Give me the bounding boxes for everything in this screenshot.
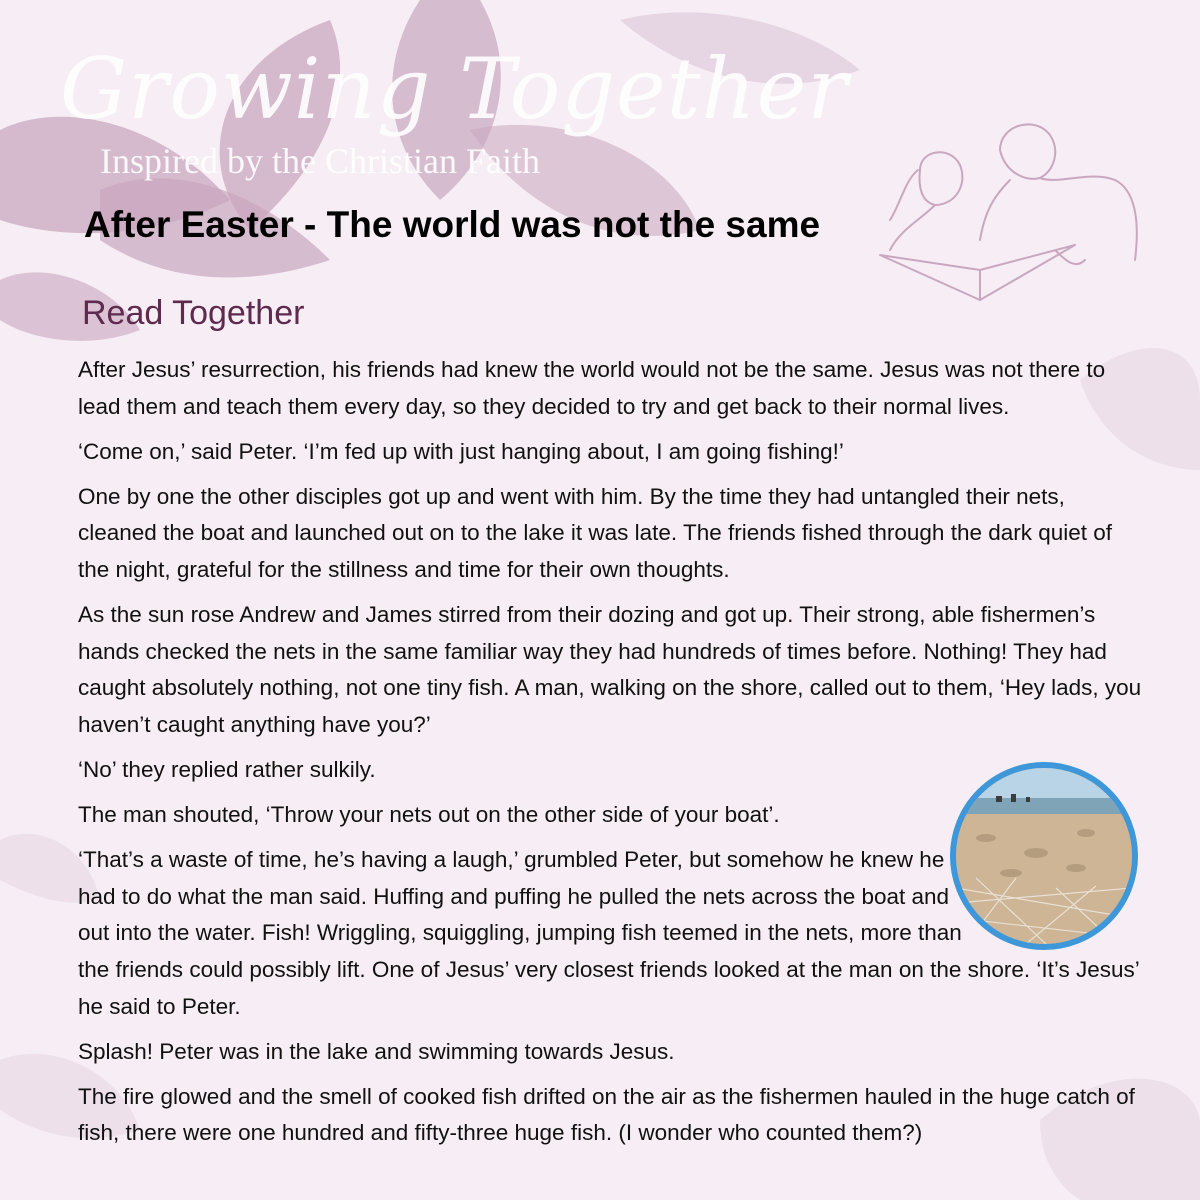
brand-title: Growing Together (60, 40, 849, 138)
story-paragraph: ‘Come on,’ said Peter. ‘I’m fed up with just hanging about, I am going fishing!’ (78, 438, 844, 464)
page-title: After Easter - The world was not the same (84, 204, 821, 245)
story-paragraph: ‘That’s a waste of time, he’s having a laugh,’ grumbled Peter, but somehow he knew he had to do what the man said. Huffing and puffing he pulled the nets across the boat and out into the water. Fish! Wriggling, squiggling, jumping fish teemed in the nets, more than the friends could possibly lift. One of Jesus’ very closest friends looked at the man on the shore. ‘It’s Jesus’ he said to Peter. (78, 847, 1139, 1019)
photo-wrap-spacer (952, 744, 1166, 944)
story-paragraph: ‘No’ they replied rather sulkily. (78, 756, 376, 782)
story-paragraph: The man shouted, ‘Throw your nets out on the other side of your boat’. (78, 802, 780, 828)
parent-child-reading-icon (860, 110, 1150, 310)
story-paragraph: As the sun rose Andrew and James stirred from their dozing and got up. Their strong, able fishermen’s hands checked the nets in the same familiar way they had hundreds of times before. Nothing! They had caught absolutely nothing, not one tiny fish. A man, walking on the shore, called out to them, ‘Hey lads, you haven’t caught anything have you?’ (78, 602, 1142, 737)
story-text (78, 352, 1148, 1160)
story-paragraph: One by one the other disciples got up and went with him. By the time they had untangled their nets, cleaned the boat and launched out on to the lake it was late. The friends fished through the dark quiet of the night, grateful for the stillness and time for their own thoughts. (78, 483, 1113, 582)
story-paragraph: The fire glowed and the smell of cooked fish drifted on the air as the fishermen hauled in the huge catch of fish, there were one hundred and fifty-three huge fish. (I wonder who counted them?) (78, 1083, 1135, 1146)
story-paragraph: After Jesus’ resurrection, his friends had knew the world would not be the same. Jesus was not there to lead them and teach them every day, so they decided to try and get back to their normal lives. (78, 357, 1106, 419)
brand-subtitle: Inspired by the Christian Faith (100, 141, 540, 181)
story-paragraph: Splash! Peter was in the lake and swimming towards Jesus. (78, 1038, 675, 1064)
section-heading: Read Together (82, 294, 305, 332)
